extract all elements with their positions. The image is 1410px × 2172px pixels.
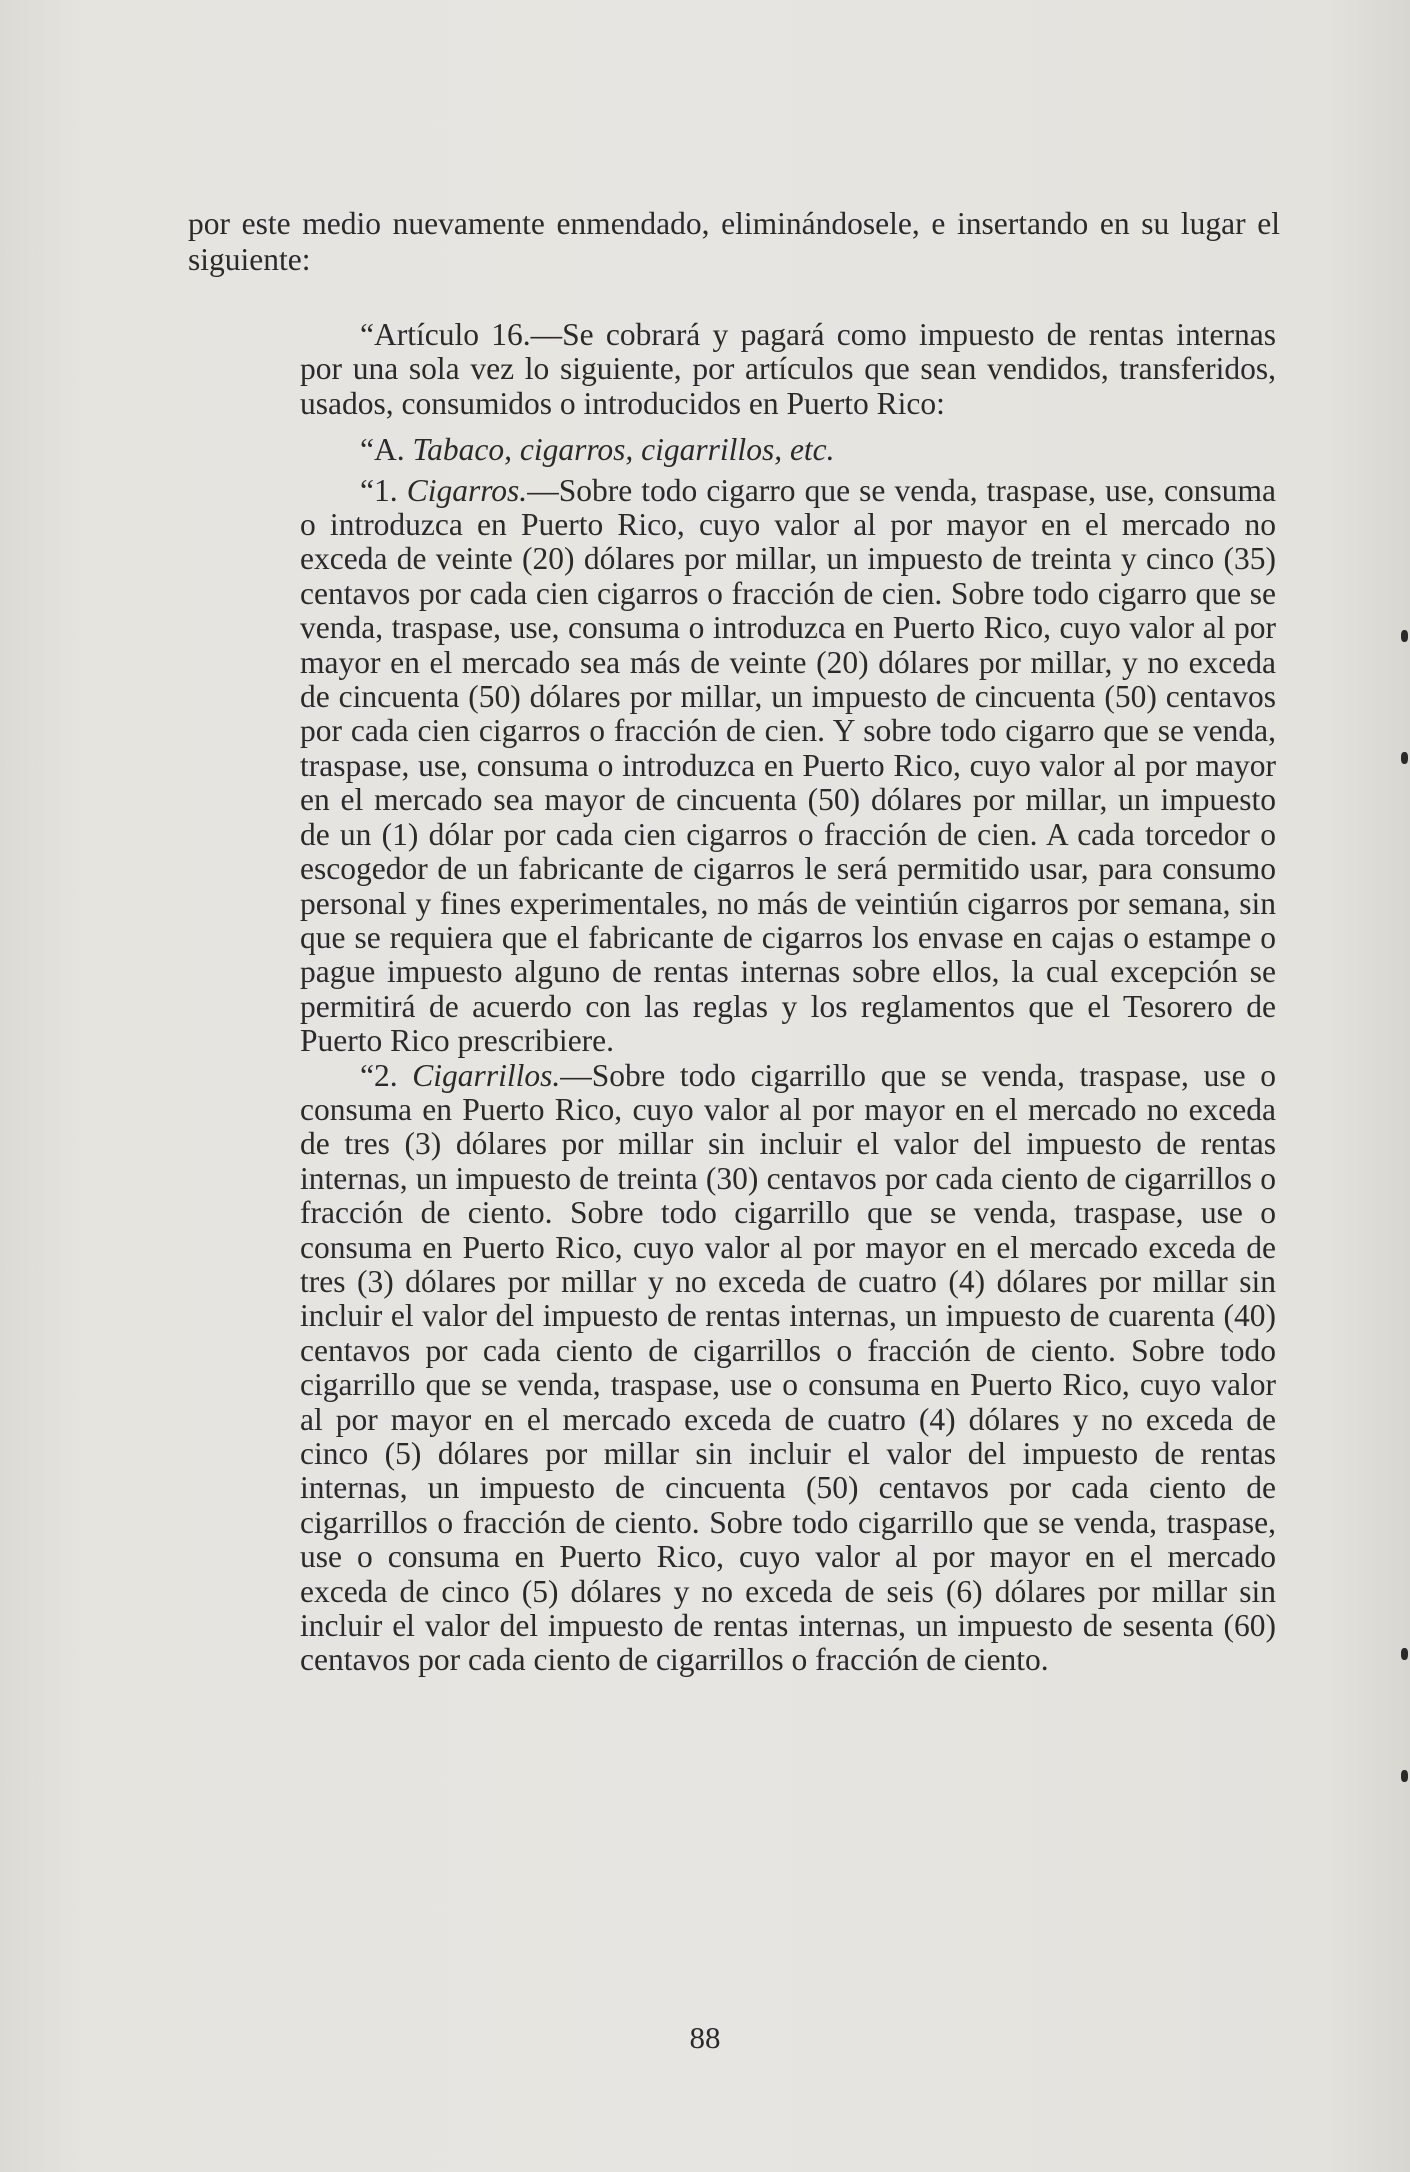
item-2-paragraph	[300, 1059, 1276, 1678]
item-1-text: —Sobre todo cigarro que se venda, traspase, use, consuma o introduzca en Puerto Rico, cuyo valor al por mayor en el mercado no exceda de veinte (20) dólares por millar, un impuesto de treinta y cinco (35) centavos por cada cien cigarros o fracción de cien. Sobre todo cigarro que se venda, traspase, use, consuma o introduzca en Puerto Rico, cuyo valor al por mayor en el mercado sea más de veinte (20) dólares por millar, y no exceda de cincuenta (50) dólares por millar, un impuesto de cincuenta (50) centavos por cada cien cigarros o fracción de cien. Y sobre todo cigarro que se venda, traspase, use, consuma o introduzca en Puerto Rico, cuyo valor al por mayor en el mercado sea mayor de cincuenta (50) dólares por millar, un impuesto de un (1) dólar por cada cien cigarros o fracción de cien. A cada torcedor o escogedor de un fabricante de cigarros le será permitido usar, para consumo personal y fines experimentales, no más de veintiún cigarros por semana, sin que se requiera que el fabricante de cigarros los envase en cajas o estampe o pague impuesto alguno de rentas internas sobre ellos, la cual excepción se permitirá de acuerdo con las reglas y los reglamentos que el Tesorero de Puerto Rico prescribiere.	[300, 472, 1276, 1059]
scan-speck	[1401, 752, 1408, 764]
intro-paragraph	[188, 206, 1280, 278]
section-a-prefix: “A.	[360, 432, 413, 468]
scan-speck	[1401, 1648, 1408, 1660]
quoted-article-block	[300, 318, 1276, 1678]
article-16-paragraph: “Artículo 16.—Se cobrará y pagará como impuesto de rentas internas por una sola vez lo siguiente, por artículos que sean vendidos, transferidos, usados, consumidos o introducidos en Puerto Rico:	[300, 317, 1276, 421]
scan-speck	[1401, 630, 1408, 642]
item-2-prefix: “2.	[360, 1057, 413, 1093]
item-1-title: Cigarros.	[406, 472, 528, 508]
page-number: 88	[689, 2020, 721, 2055]
item-1-paragraph	[300, 474, 1276, 1059]
item-2-title: Cigarrillos.	[412, 1057, 561, 1093]
item-1-prefix: “1.	[360, 472, 407, 508]
intro-text: por este medio nuevamente enmendado, eliminándosele, e insertando en su lugar el siguiente:	[188, 206, 1280, 277]
section-a-heading	[300, 433, 1276, 467]
section-a-title: Tabaco, cigarros, cigarrillos, etc.	[412, 432, 835, 468]
scan-speck	[1401, 1770, 1408, 1782]
item-2-text: —Sobre todo cigarrillo que se venda, traspase, use o consuma en Puerto Rico, cuyo valor al por mayor en el mercado no exceda de tres (3) dólares por millar sin incluir el valor del impuesto de rentas internas, un impuesto de treinta (30) centavos por cada ciento de cigarrillos o fracción de ciento. Sobre todo cigarrillo que se venda, traspase, use o consuma en Puerto Rico, cuyo valor al por mayor en el mercado exceda de tres (3) dólares por millar y no exceda de cuatro (4) dólares por millar sin incluir el valor del impuesto de rentas internas, un impuesto de cuarenta (40) centavos por cada ciento de cigarrillos o fracción de ciento. Sobre todo cigarrillo que se venda, traspase, use o consuma en Puerto Rico, cuyo valor al por mayor en el mercado exceda de cuatro (4) dólares y no exceda de cinco (5) dólares por millar sin incluir el valor del impuesto de rentas internas, un impuesto de cincuenta (50) centavos por cada ciento de cigarrillos o fracción de ciento. Sobre todo cigarrillo que se venda, traspase, use o consuma en Puerto Rico, cuyo valor al por mayor en el mercado exceda de cinco (5) dólares y no exceda de seis (6) dólares por millar sin incluir el valor del impuesto de rentas internas, un impuesto de sesenta (60) centavos por cada ciento de cigarrillos o fracción de ciento.	[300, 1057, 1276, 1678]
